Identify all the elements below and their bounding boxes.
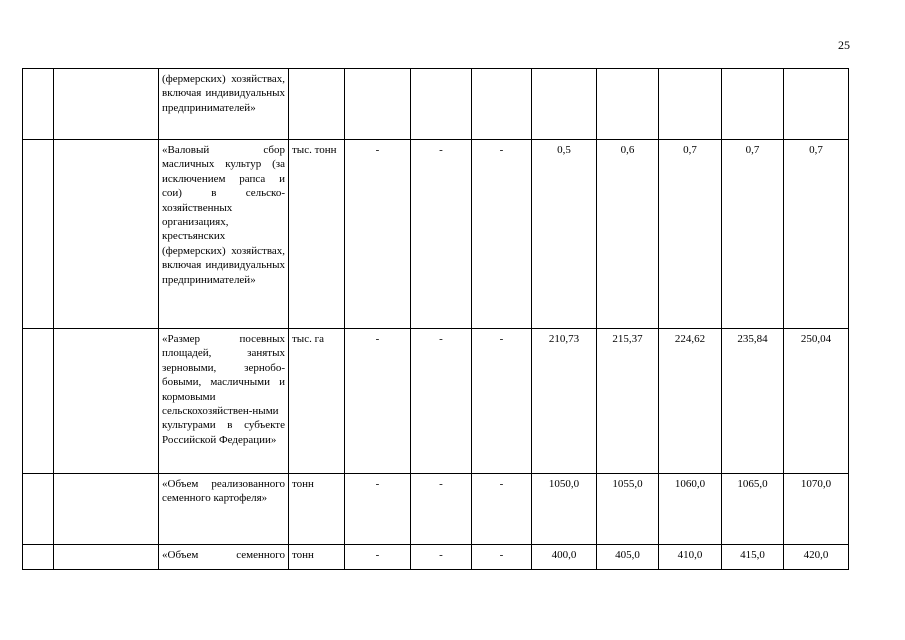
value-cell: - <box>472 140 532 329</box>
program-cell <box>54 329 159 474</box>
value-cell: - <box>472 329 532 474</box>
unit-cell: тонн <box>289 474 345 545</box>
value-cell: 410,0 <box>659 545 722 570</box>
value-cell <box>597 69 659 140</box>
value-cell: - <box>472 545 532 570</box>
indicator-name-cell <box>159 474 289 545</box>
indicator-name: «Объем семенного <box>162 549 285 561</box>
program-cell <box>54 69 159 140</box>
value-cell: 400,0 <box>532 545 597 570</box>
unit-cell: тыс. тонн <box>289 140 345 329</box>
unit-cell: тыс. га <box>289 329 345 474</box>
program-cell <box>54 140 159 329</box>
value-cell: 0,7 <box>784 140 849 329</box>
number-cell <box>23 329 54 474</box>
table-row <box>23 140 849 329</box>
number-cell <box>23 545 54 570</box>
value-cell: - <box>411 329 472 474</box>
value-cell: - <box>411 474 472 545</box>
value-cell: - <box>345 474 411 545</box>
value-cell: 0,5 <box>532 140 597 329</box>
value-cell: 250,04 <box>784 329 849 474</box>
program-cell <box>54 545 159 570</box>
indicator-name: (фермерских) хозяйствах, включая индивидуальных предпринимателей» <box>162 73 285 114</box>
value-cell: 1055,0 <box>597 474 659 545</box>
value-cell <box>532 69 597 140</box>
value-cell: - <box>411 545 472 570</box>
unit-cell <box>289 69 345 140</box>
value-cell <box>784 69 849 140</box>
value-cell: - <box>345 545 411 570</box>
value-cell: 0,7 <box>659 140 722 329</box>
indicator-name: «Объем реализованного семенного картофеля» <box>162 478 285 505</box>
value-cell <box>472 69 532 140</box>
value-cell: - <box>472 474 532 545</box>
value-cell <box>722 69 784 140</box>
indicator-name-cell <box>159 140 289 329</box>
value-cell: 1070,0 <box>784 474 849 545</box>
indicator-name: «Размер посевных площадей, занятых зерновыми, зернобо-бовыми, масличными и кормовыми сельскохозяйствен-ными культурами в субъекте Российской Федерации» <box>162 333 285 446</box>
indicator-name-cell <box>159 545 289 570</box>
value-cell: 224,62 <box>659 329 722 474</box>
value-cell: 1060,0 <box>659 474 722 545</box>
value-cell: 210,73 <box>532 329 597 474</box>
indicator-name-cell <box>159 329 289 474</box>
value-cell: 1050,0 <box>532 474 597 545</box>
value-cell: - <box>411 140 472 329</box>
indicator-name-cell <box>159 69 289 140</box>
value-cell <box>659 69 722 140</box>
unit-cell: тонн <box>289 545 345 570</box>
table-row <box>23 474 849 545</box>
value-cell <box>411 69 472 140</box>
number-cell <box>23 69 54 140</box>
value-cell: - <box>345 140 411 329</box>
value-cell: 1065,0 <box>722 474 784 545</box>
value-cell: 215,37 <box>597 329 659 474</box>
value-cell: 420,0 <box>784 545 849 570</box>
program-cell <box>54 474 159 545</box>
table-row <box>23 545 849 570</box>
number-cell <box>23 474 54 545</box>
value-cell: - <box>345 329 411 474</box>
page-number: 25 <box>838 38 850 52</box>
value-cell: 0,6 <box>597 140 659 329</box>
indicator-name: «Валовый сбор масличных культур (за исключением рапса и сои) в сельско-хозяйственных организациях, крестьянских (фермерских) хозяйствах, включая индивидуальных предпринимателей» <box>162 144 285 286</box>
table-row <box>23 69 849 140</box>
value-cell: 415,0 <box>722 545 784 570</box>
value-cell: 235,84 <box>722 329 784 474</box>
value-cell: 405,0 <box>597 545 659 570</box>
value-cell: 0,7 <box>722 140 784 329</box>
number-cell <box>23 140 54 329</box>
indicators-table <box>22 68 849 570</box>
value-cell <box>345 69 411 140</box>
table-row <box>23 329 849 474</box>
